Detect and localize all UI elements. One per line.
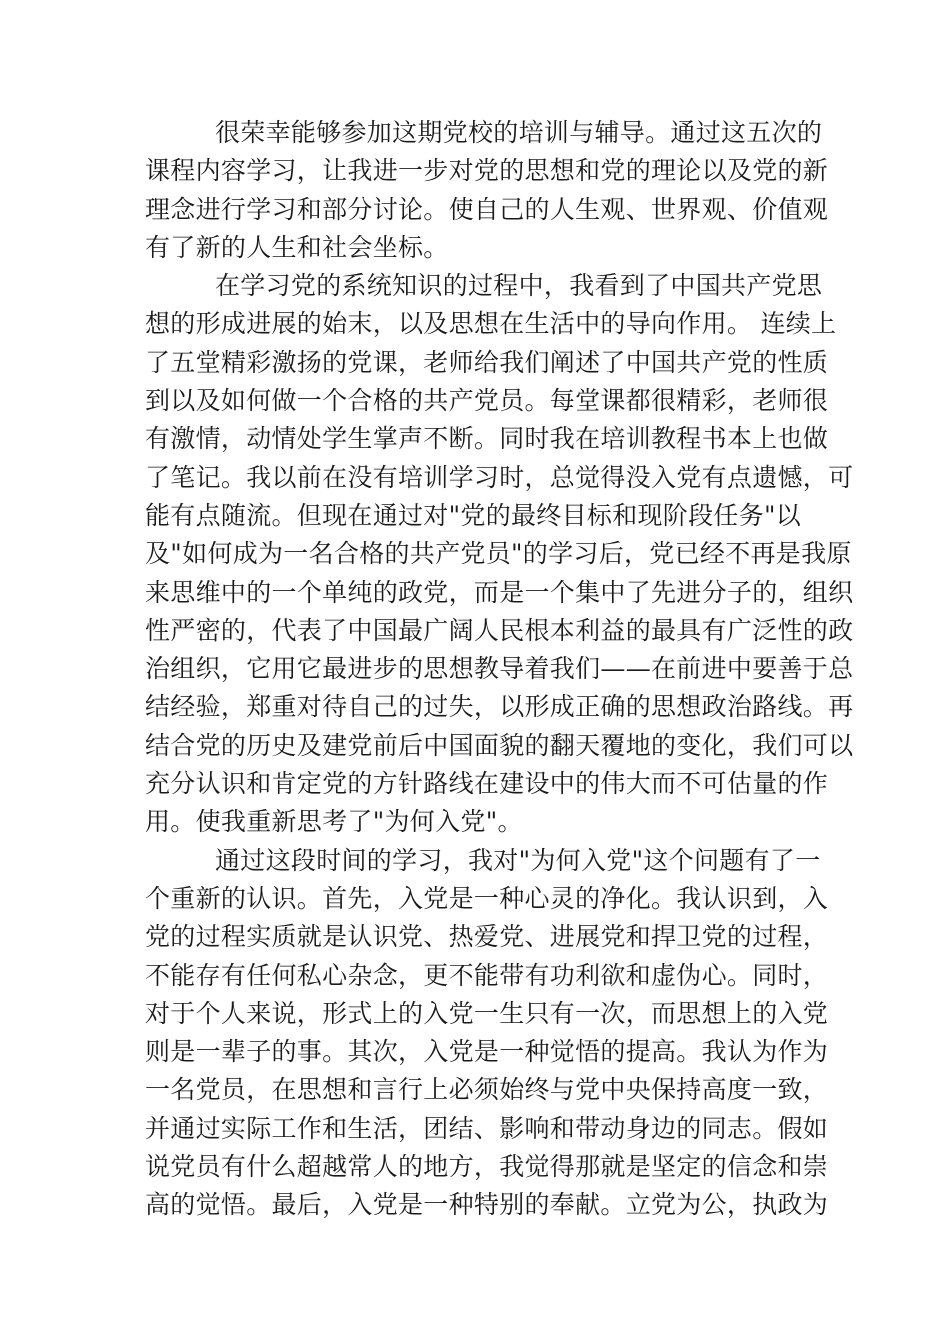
- text-line: 很荣幸能够参加这期党校的培训与辅导。通过这五次的: [215, 118, 823, 147]
- text-line: 并通过实际工作和生活，团结、影响和带动身边的同志。假如: [145, 1113, 829, 1143]
- text-line: 通过这段时间的学习，我对"为何入党"这个问题有了一: [215, 845, 821, 875]
- document-body: [145, 114, 854, 1225]
- text-line: 则是一辈子的事。其次，入党是一种觉悟的提高。我认为作为: [145, 1037, 829, 1067]
- text-line: 用。使我重新思考了"为何入党"。: [145, 807, 523, 837]
- paragraph-2: [145, 267, 854, 841]
- text-line: 对于个人来说，形式上的入党一生只有一次，而思想上的入党: [145, 998, 829, 1028]
- text-line: 在学习党的系统知识的过程中，我看到了中国共产党思: [215, 271, 823, 301]
- text-line: 及"如何成为一名合格的共产党员"的学习后，党已经不再是我原: [145, 539, 852, 569]
- text-line: 能有点随流。但现在通过对"党的最终目标和现阶段任务"以: [145, 500, 802, 530]
- text-line: 到以及如何做一个合格的共产党员。每堂课都很精彩，老师很: [145, 386, 829, 416]
- text-line: 了五堂精彩激扬的党课，老师给我们阐述了中国共产党的性质: [145, 347, 829, 377]
- text-line: 充分认识和肯定党的方针路线在建设中的伟大而不可估量的作: [145, 769, 829, 799]
- text-line: 课程内容学习，让我进一步对党的思想和党的理论以及党的新: [145, 156, 829, 186]
- text-line: 个重新的认识。首先，入党是一种心灵的净化。我认识到，入: [145, 883, 829, 913]
- text-line: 有激情，动情处学生掌声不断。同时我在培训教程书本上也做: [145, 424, 829, 454]
- text-line: 性严密的，代表了中国最广阔人民根本利益的最具有广泛性的政: [145, 615, 854, 645]
- text-line: 结经验，郑重对待自己的过失，以形成正确的思想政治路线。再: [145, 692, 854, 722]
- text-line: 不能存有任何私心杂念，更不能带有功利欲和虚伪心。同时，: [145, 960, 829, 990]
- paragraph-3: [145, 842, 829, 1225]
- text-line: 有了新的人生和社会坐标。: [145, 232, 449, 262]
- paragraph-1: [145, 114, 829, 267]
- text-line: 了笔记。我以前在没有培训学习时，总觉得没入党有点遗憾，可: [145, 462, 854, 492]
- text-line: 治组织，它用它最进步的思想教导着我们——在前进中要善于总: [145, 654, 854, 684]
- text-line: 想的形成进展的始末，以及思想在生活中的导向作用。 连续上: [145, 309, 837, 339]
- text-line: 一名党员，在思想和言行上必须始终与党中央保持高度一致，: [145, 1075, 829, 1105]
- text-line: 党的过程实质就是认识党、热爱党、进展党和捍卫党的过程，: [145, 922, 829, 952]
- text-line: 高的觉悟。最后，入党是一种特别的奉献。立党为公，执政为: [145, 1190, 829, 1220]
- text-line: 说党员有什么超越常人的地方，我觉得那就是坚定的信念和崇: [145, 1152, 829, 1182]
- text-line: 来思维中的一个单纯的政党，而是一个集中了先进分子的，组织: [145, 577, 854, 607]
- text-line: 理念进行学习和部分讨论。使自己的人生观、世界观、价值观: [145, 194, 829, 224]
- text-line: 结合党的历史及建党前后中国面貌的翻天覆地的变化，我们可以: [145, 730, 854, 760]
